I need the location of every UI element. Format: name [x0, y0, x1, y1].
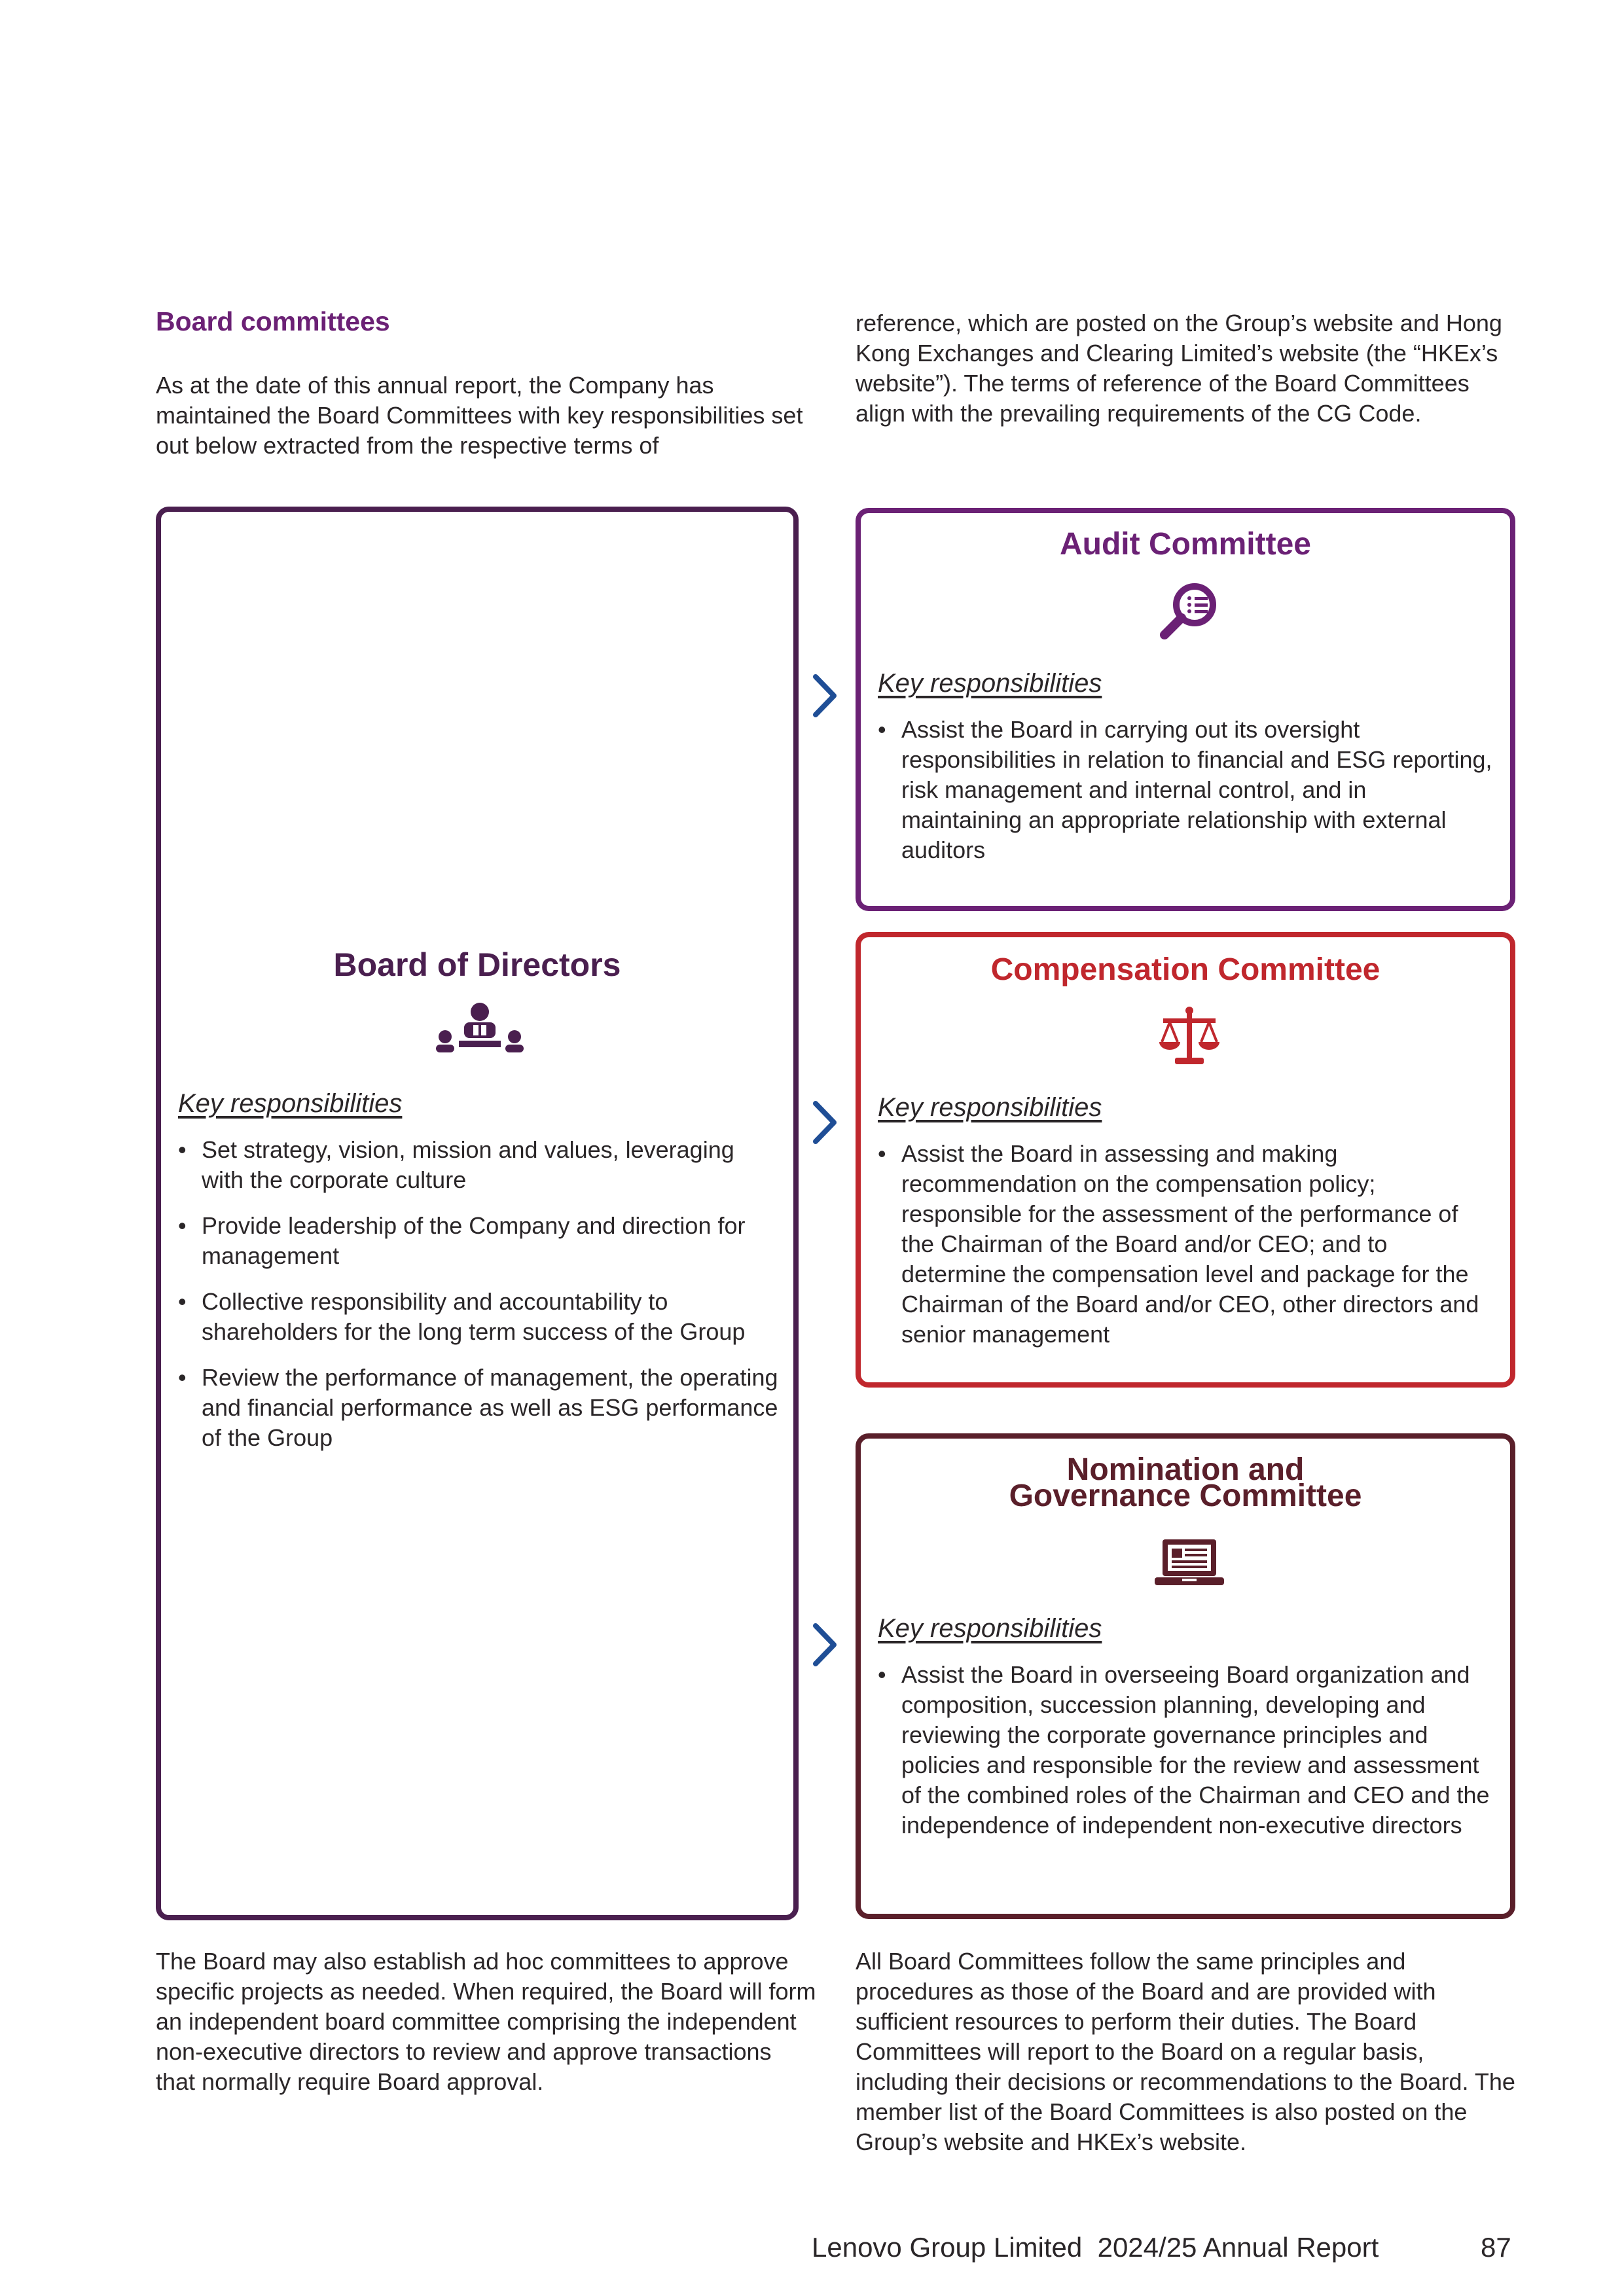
- chevron-right-icon: [810, 673, 839, 719]
- people-icon: [434, 1003, 526, 1062]
- magnifier-icon: [1157, 577, 1222, 643]
- list-item: • Review the performance of management, the operating and financial performance as well as ESG performance of the Group: [178, 1363, 780, 1453]
- closing-left-paragraph: The Board may also establish ad hoc committees to approve specific projects as needed. When required, the Board will form an independent board committee comprising the independent non-executive directors to review and approve transactions that normally require Board approval.: [156, 1948, 816, 2095]
- audit-committee-box: [856, 508, 1515, 911]
- nomination-key-responsibilities: Key responsibilities: [878, 1614, 1102, 1643]
- page-number: 87: [1481, 2232, 1511, 2263]
- footer-report-title: Lenovo Group Limited 2024/25 Annual Report: [812, 2232, 1379, 2263]
- list-item: • Collective responsibility and accountability to shareholders for the long term success of the Group: [178, 1287, 780, 1347]
- closing-right-paragraph: All Board Committees follow the same principles and procedures as those of the Board and are provided with sufficient resources to perform their duties. The Board Committees will report to the Board on a regular basis, including their decisions or recommendations to the Board. The member list of the Board Committees is also posted on the Group’s website and HKEx’s website.: [856, 1948, 1515, 2155]
- section-heading: Board committees: [156, 306, 390, 336]
- audit-title: Audit Committee: [1060, 527, 1311, 562]
- nomination-title-line-1: Nomination and: [1066, 1452, 1305, 1487]
- list-item: • Provide leadership of the Company and direction for management: [178, 1211, 780, 1271]
- scales-icon: [1157, 1004, 1222, 1069]
- nomination-responsibility-list: [878, 1660, 1493, 1856]
- board-key-responsibilities: Key responsibilities: [178, 1089, 403, 1118]
- audit-key-responsibilities: Key responsibilities: [878, 669, 1102, 698]
- compensation-responsibility-list: [878, 1139, 1493, 1365]
- nomination-title-line-2: Governance Committee: [1009, 1479, 1362, 1513]
- board-of-directors-box: [156, 507, 799, 1920]
- list-item: • Assist the Board in carrying out its oversight responsibilities in relation to financial and ESG reporting, risk management and internal control, and in maintaining an appropriate relationship with external auditors: [878, 715, 1493, 865]
- intro-right-paragraph: reference, which are posted on the Group’s website and Hong Kong Exchanges and Clearing Limited’s website (the “HKEx’s website”). The terms of reference of the Board Committees align with the prevailing requirements of the CG Code.: [856, 310, 1502, 427]
- audit-responsibility-list: [878, 715, 1493, 881]
- compensation-key-responsibilities: Key responsibilities: [878, 1093, 1102, 1122]
- laptop-icon: [1153, 1537, 1225, 1589]
- nomination-governance-committee-box: [856, 1433, 1515, 1919]
- chevron-right-icon: [810, 1622, 839, 1668]
- list-item: • Set strategy, vision, mission and values, leveraging with the corporate culture: [178, 1135, 780, 1195]
- list-item: • Assist the Board in assessing and making recommendation on the compensation policy; responsible for the assessment of the performance of the Chairman of the Board and/or CEO; and to determine the compensation level and package for the Chairman of the Board and/or CEO, other directors and senior management: [878, 1139, 1493, 1350]
- compensation-title: Compensation Committee: [990, 952, 1380, 987]
- list-item: • Assist the Board in overseeing Board organization and composition, succession planning, developing and reviewing the corporate governance principles and policies and responsible for the review and assessment of the combined roles of the Chairman and CEO and the independence of independent non-executive directors: [878, 1660, 1493, 1840]
- intro-left-paragraph: As at the date of this annual report, the Company has maintained the Board Committees with key responsibilities set out below extracted from the respective terms of: [156, 372, 803, 459]
- board-responsibility-list: [178, 1135, 780, 1469]
- chevron-right-icon: [810, 1100, 839, 1145]
- board-title: Board of Directors: [333, 946, 621, 983]
- compensation-committee-box: [856, 932, 1515, 1388]
